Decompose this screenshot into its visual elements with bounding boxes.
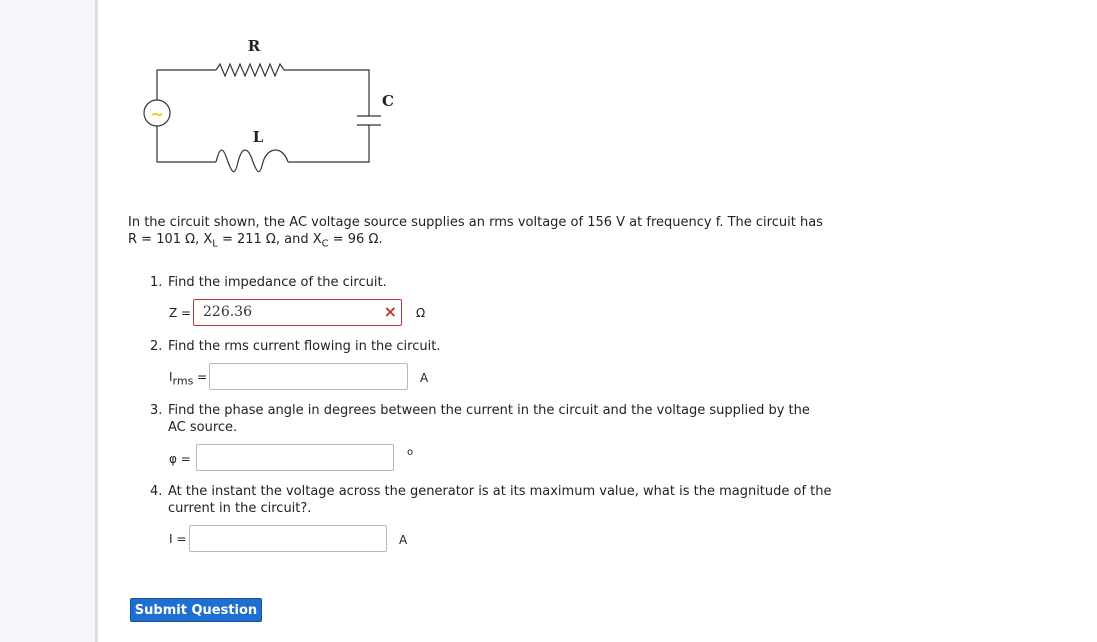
problem-line-1: In the circuit shown, the AC voltage source supplies an rms voltage of 156 V at frequency f. The circuit has <box>128 215 823 230</box>
question-2: 2. Find the rms current flowing in the circuit. <box>150 339 441 354</box>
inductor-label: L <box>252 128 264 146</box>
question-4: 4. At the instant the voltage across the generator is at its maximum value, what is the magnitude of the current in the circuit?. <box>150 484 832 516</box>
wire-bottom-left <box>157 125 216 162</box>
wire-top-right <box>284 70 369 116</box>
question-1: 1. Find the impedance of the circuit. <box>150 275 387 290</box>
inductor <box>216 150 288 172</box>
q1-unit: Ω <box>416 306 426 320</box>
left-sidebar <box>0 0 98 642</box>
resistor <box>216 64 284 76</box>
rms-current-input[interactable] <box>209 363 408 390</box>
peak-current-input[interactable] <box>189 525 387 552</box>
submit-question-button[interactable]: Submit Question <box>130 598 262 622</box>
q4-unit: A <box>399 533 408 547</box>
q2-unit: A <box>420 371 429 385</box>
problem-statement <box>128 214 848 253</box>
q4-label: I = <box>169 532 187 546</box>
degree-symbol: o <box>407 447 414 458</box>
circuit-diagram <box>138 30 398 190</box>
q1-label: Z = <box>169 306 192 320</box>
resistor-label: R <box>247 37 261 55</box>
phase-angle-input[interactable] <box>196 444 394 471</box>
q2-label: $I_{rms}$ = <box>169 370 208 388</box>
wire-top-left <box>157 70 216 100</box>
ac-source-symbol: ~ <box>149 105 165 125</box>
impedance-input[interactable]: 226.36 × <box>193 299 402 326</box>
q3-label: φ = <box>169 452 191 466</box>
wire-right-bottom <box>288 125 369 162</box>
incorrect-icon: × <box>383 302 397 321</box>
capacitor-label: C <box>382 92 394 110</box>
question-3: 3. Find the phase angle in degrees between the current in the circuit and the voltage supplied by the AC source. <box>150 403 810 435</box>
problem-line-2: R = 101 Ω, $X_L = 211$ Ω, and $X_C = 96$ Ω. <box>128 232 383 250</box>
